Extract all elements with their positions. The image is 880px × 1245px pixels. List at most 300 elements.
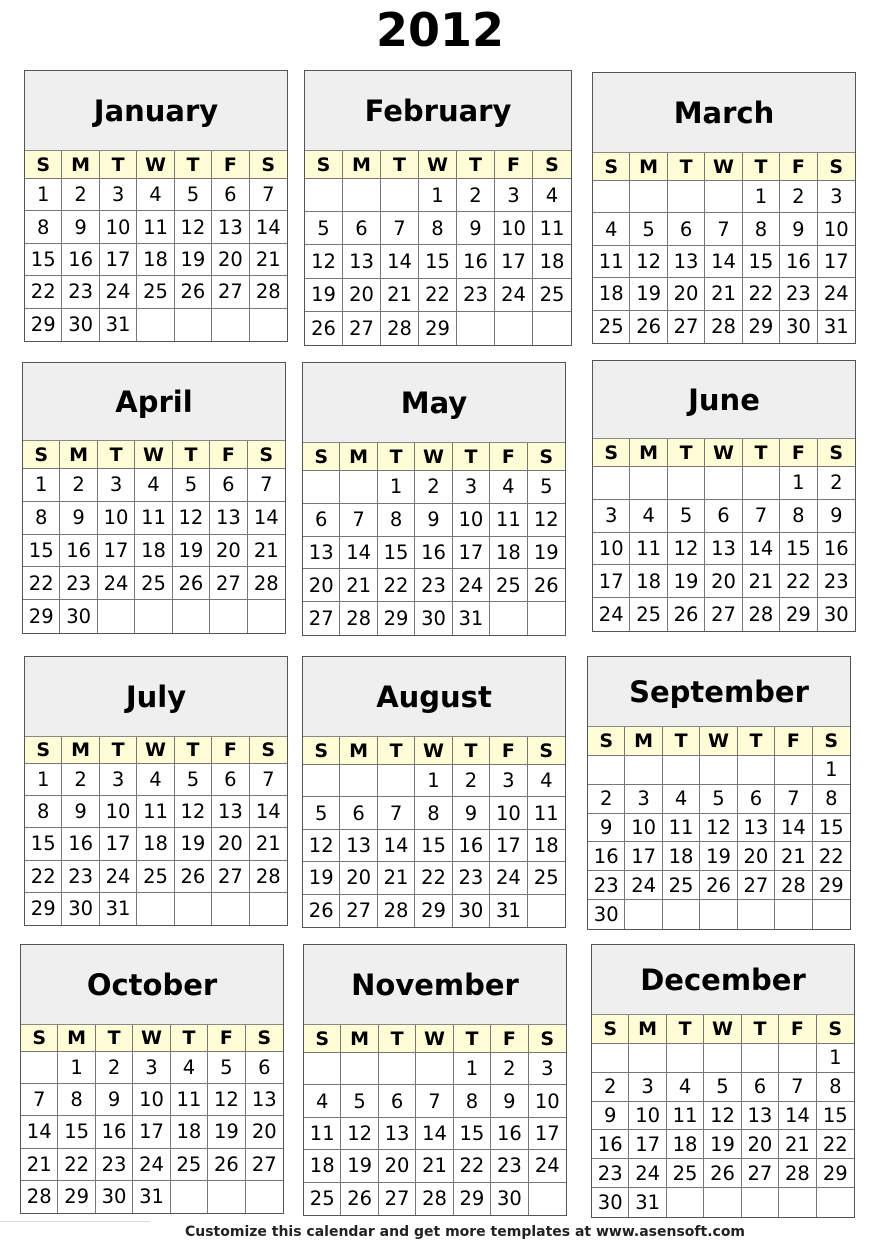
day-cell: 30 [491,1183,528,1215]
day-cell: 16 [453,830,490,862]
weekday-header: W [133,1025,170,1052]
day-cell: 5 [700,785,737,814]
day-cell: 13 [212,796,249,828]
empty-day-cell [588,756,625,785]
day-cell: 30 [96,1181,133,1213]
day-cell: 26 [704,1159,741,1188]
weekday-header: S [304,1025,341,1053]
day-cell: 5 [208,1052,245,1084]
day-cell: 25 [171,1149,208,1181]
day-cell: 13 [210,502,247,535]
weekday-header: S [303,737,340,765]
day-cell: 13 [343,245,381,278]
day-cell: 11 [593,246,630,278]
day-cell: 1 [743,181,780,213]
day-cell: 17 [593,565,630,598]
day-cell: 28 [381,312,419,345]
day-cell: 16 [415,537,452,570]
month-july [24,656,288,926]
day-cell: 18 [630,565,667,598]
day-cell: 2 [592,1073,629,1102]
day-cell: 7 [21,1084,58,1116]
day-cell: 25 [137,276,174,308]
weekday-header: S [818,153,855,181]
day-cell: 20 [303,569,340,602]
day-cell: 19 [305,279,343,312]
day-cell: 14 [250,796,287,828]
day-cell: 6 [246,1052,283,1084]
day-cell: 29 [415,895,452,927]
empty-day-cell [381,179,419,212]
day-cell: 29 [58,1181,95,1213]
empty-day-cell [135,600,172,633]
day-grid [588,727,850,929]
day-cell: 19 [630,278,667,310]
empty-day-cell [775,756,812,785]
day-cell: 18 [528,830,565,862]
weekday-header: M [630,439,667,467]
day-cell: 30 [62,893,99,925]
day-cell: 20 [668,278,705,310]
day-cell: 12 [175,796,212,828]
day-cell: 23 [588,871,625,900]
weekday-header: S [588,727,625,756]
day-cell: 22 [743,278,780,310]
day-cell: 7 [775,785,812,814]
weekday-header: M [340,737,377,765]
day-cell: 23 [457,279,495,312]
day-cell: 23 [780,278,817,310]
weekday-header: F [490,737,527,765]
day-grid [303,443,565,635]
day-cell: 2 [415,471,452,504]
month-name: May [303,363,565,443]
day-cell: 31 [453,602,490,635]
day-cell: 18 [171,1116,208,1148]
day-cell: 17 [100,828,137,860]
empty-day-cell [704,1188,741,1217]
day-cell: 27 [210,567,247,600]
day-cell: 4 [135,469,172,502]
day-cell: 26 [175,276,212,308]
weekday-header: F [780,439,817,467]
day-cell: 18 [135,535,172,568]
weekday-header: S [25,151,62,179]
day-cell: 6 [379,1085,416,1117]
day-cell: 22 [25,276,62,308]
day-cell: 4 [630,500,667,533]
day-cell: 13 [246,1084,283,1116]
day-cell: 4 [171,1052,208,1084]
weekday-header: M [630,153,667,181]
day-cell: 19 [704,1130,741,1159]
day-cell: 28 [378,895,415,927]
day-cell: 5 [175,179,212,211]
empty-day-cell [663,900,700,929]
day-cell: 2 [96,1052,133,1084]
day-cell: 6 [343,212,381,245]
day-cell: 17 [818,246,855,278]
day-cell: 7 [378,797,415,829]
empty-day-cell [705,467,742,500]
day-cell: 12 [528,504,565,537]
day-cell: 29 [25,893,62,925]
day-cell: 27 [379,1183,416,1215]
day-cell: 12 [668,533,705,566]
day-cell: 12 [175,211,212,243]
day-cell: 18 [137,244,174,276]
day-cell: 10 [629,1102,666,1131]
day-cell: 25 [528,862,565,894]
day-cell: 11 [490,504,527,537]
day-cell: 21 [378,862,415,894]
day-cell: 21 [250,244,287,276]
day-cell: 16 [780,246,817,278]
empty-day-cell [495,312,533,345]
weekday-header: F [779,1015,816,1044]
weekday-header: F [210,441,247,469]
day-cell: 3 [593,500,630,533]
day-cell: 21 [250,828,287,860]
day-cell: 6 [303,504,340,537]
day-cell: 23 [96,1149,133,1181]
day-cell: 4 [490,471,527,504]
day-cell: 24 [625,871,662,900]
empty-day-cell [593,467,630,500]
day-cell: 21 [743,565,780,598]
month-august [302,656,566,928]
empty-day-cell [250,893,287,925]
day-cell: 6 [742,1073,779,1102]
day-cell: 3 [100,764,137,796]
day-cell: 12 [700,814,737,843]
day-cell: 11 [663,814,700,843]
day-cell: 7 [743,500,780,533]
empty-day-cell [416,1053,453,1085]
day-cell: 25 [663,871,700,900]
empty-day-cell [779,1188,816,1217]
day-cell: 11 [304,1118,341,1150]
day-cell: 31 [133,1181,170,1213]
day-cell: 9 [457,212,495,245]
day-cell: 17 [625,842,662,871]
day-cell: 19 [175,828,212,860]
day-grid [21,1025,283,1213]
day-cell: 20 [742,1130,779,1159]
weekday-header: T [742,1015,779,1044]
day-cell: 3 [100,179,137,211]
day-cell: 8 [817,1073,854,1102]
day-cell: 8 [378,504,415,537]
weekday-header: W [137,151,174,179]
day-cell: 11 [667,1102,704,1131]
weekday-header: M [629,1015,666,1044]
weekday-header: M [341,1025,378,1053]
month-name: March [593,73,855,153]
weekday-header: M [62,737,99,764]
month-name: April [23,363,285,441]
empty-day-cell [212,309,249,341]
day-cell: 18 [663,842,700,871]
weekday-header: S [25,737,62,764]
day-cell: 20 [379,1150,416,1182]
day-cell: 29 [813,871,850,900]
day-cell: 29 [23,600,60,633]
day-cell: 17 [133,1116,170,1148]
day-cell: 18 [593,278,630,310]
day-cell: 9 [491,1085,528,1117]
day-cell: 23 [592,1159,629,1188]
day-cell: 10 [98,502,135,535]
weekday-header: W [415,737,452,765]
weekday-header: T [453,443,490,471]
weekday-header: F [490,443,527,471]
day-cell: 10 [490,797,527,829]
empty-day-cell [303,765,340,797]
day-cell: 25 [135,567,172,600]
day-cell: 5 [528,471,565,504]
day-cell: 12 [630,246,667,278]
day-cell: 14 [250,211,287,243]
day-cell: 12 [208,1084,245,1116]
weekday-header: S [817,1015,854,1044]
empty-day-cell [533,312,571,345]
day-cell: 15 [23,535,60,568]
day-cell: 16 [588,842,625,871]
day-cell: 8 [454,1085,491,1117]
day-cell: 23 [62,861,99,893]
weekday-header: T [378,737,415,765]
day-cell: 6 [210,469,247,502]
day-cell: 23 [415,569,452,602]
weekday-header: S [818,439,855,467]
day-cell: 10 [100,796,137,828]
day-cell: 31 [100,893,137,925]
day-cell: 27 [705,598,742,631]
day-cell: 10 [593,533,630,566]
day-cell: 26 [700,871,737,900]
empty-day-cell [173,600,210,633]
empty-day-cell [21,1052,58,1084]
weekday-header: T [378,443,415,471]
day-cell: 1 [454,1053,491,1085]
month-name: January [25,71,287,151]
day-cell: 3 [529,1053,566,1085]
day-cell: 2 [453,765,490,797]
day-cell: 25 [533,279,571,312]
day-cell: 10 [625,814,662,843]
day-cell: 6 [668,213,705,245]
day-cell: 7 [381,212,419,245]
day-cell: 24 [529,1150,566,1182]
day-cell: 24 [490,862,527,894]
day-cell: 16 [457,245,495,278]
day-cell: 21 [705,278,742,310]
day-cell: 6 [705,500,742,533]
day-cell: 2 [491,1053,528,1085]
day-cell: 25 [630,598,667,631]
day-cell: 21 [340,569,377,602]
day-cell: 20 [343,279,381,312]
day-cell: 19 [175,244,212,276]
empty-day-cell [738,756,775,785]
day-cell: 29 [419,312,457,345]
month-name: September [588,657,850,727]
day-cell: 19 [700,842,737,871]
day-cell: 31 [100,309,137,341]
empty-day-cell [340,471,377,504]
day-cell: 4 [593,213,630,245]
day-cell: 14 [416,1118,453,1150]
day-cell: 18 [490,537,527,570]
day-cell: 16 [491,1118,528,1150]
weekday-header: W [416,1025,453,1053]
day-cell: 13 [212,211,249,243]
weekday-header: T [171,1025,208,1052]
day-cell: 13 [705,533,742,566]
empty-day-cell [813,900,850,929]
day-cell: 17 [495,245,533,278]
empty-day-cell [629,1044,666,1073]
day-cell: 1 [419,179,457,212]
day-cell: 13 [738,814,775,843]
empty-day-cell [700,900,737,929]
calendar-year-title: 2012 [375,3,505,57]
day-cell: 28 [248,567,285,600]
day-cell: 12 [341,1118,378,1150]
day-cell: 9 [588,814,625,843]
day-cell: 19 [208,1116,245,1148]
day-cell: 11 [171,1084,208,1116]
day-cell: 8 [58,1084,95,1116]
day-cell: 20 [246,1116,283,1148]
day-cell: 1 [58,1052,95,1084]
weekday-header: S [592,1015,629,1044]
day-cell: 9 [60,502,97,535]
empty-day-cell [738,900,775,929]
day-cell: 17 [490,830,527,862]
day-cell: 8 [813,785,850,814]
day-cell: 9 [780,213,817,245]
day-cell: 19 [341,1150,378,1182]
empty-day-cell [210,600,247,633]
day-cell: 1 [817,1044,854,1073]
day-cell: 3 [98,469,135,502]
day-cell: 23 [818,565,855,598]
day-cell: 21 [775,842,812,871]
day-cell: 5 [341,1085,378,1117]
day-cell: 26 [208,1149,245,1181]
day-grid [25,737,287,925]
day-cell: 25 [137,861,174,893]
weekday-header: T [743,153,780,181]
weekday-header: S [250,737,287,764]
day-cell: 8 [780,500,817,533]
day-cell: 3 [625,785,662,814]
weekday-header: W [137,737,174,764]
day-cell: 16 [592,1130,629,1159]
day-cell: 27 [343,312,381,345]
day-cell: 24 [100,861,137,893]
day-cell: 17 [453,537,490,570]
day-cell: 17 [100,244,137,276]
weekday-header: W [704,1015,741,1044]
day-cell: 3 [818,181,855,213]
day-cell: 4 [137,764,174,796]
day-cell: 29 [780,598,817,631]
day-cell: 8 [25,211,62,243]
day-cell: 25 [490,569,527,602]
day-cell: 15 [25,244,62,276]
day-cell: 4 [137,179,174,211]
weekday-header: F [495,151,533,179]
day-cell: 9 [96,1084,133,1116]
day-cell: 10 [100,211,137,243]
day-cell: 24 [453,569,490,602]
day-cell: 5 [668,500,705,533]
weekday-header: W [700,727,737,756]
weekday-header: T [100,151,137,179]
day-cell: 15 [419,245,457,278]
weekday-header: T [738,727,775,756]
day-cell: 2 [457,179,495,212]
day-cell: 11 [137,211,174,243]
day-cell: 10 [133,1084,170,1116]
day-cell: 28 [705,311,742,343]
day-cell: 18 [533,245,571,278]
day-cell: 27 [668,311,705,343]
weekday-header: F [491,1025,528,1053]
day-cell: 17 [98,535,135,568]
day-cell: 7 [340,504,377,537]
day-cell: 11 [135,502,172,535]
month-name: June [593,361,855,439]
weekday-header: T [379,1025,416,1053]
day-cell: 21 [21,1149,58,1181]
day-cell: 14 [743,533,780,566]
day-cell: 20 [210,535,247,568]
month-march [592,72,856,344]
day-cell: 22 [817,1130,854,1159]
day-cell: 26 [173,567,210,600]
day-cell: 14 [381,245,419,278]
day-cell: 7 [779,1073,816,1102]
day-cell: 7 [250,179,287,211]
day-cell: 16 [96,1116,133,1148]
weekday-header: S [21,1025,58,1052]
day-cell: 27 [340,895,377,927]
day-cell: 9 [62,211,99,243]
day-cell: 31 [823,315,849,339]
day-cell: 15 [58,1116,95,1148]
month-january [24,70,288,342]
weekday-header: S [528,443,565,471]
day-cell: 16 [60,535,97,568]
day-cell: 21 [416,1150,453,1182]
weekday-header: T [743,439,780,467]
day-cell: 2 [818,467,855,500]
day-cell: 28 [21,1181,58,1213]
day-cell: 5 [175,764,212,796]
day-cell: 22 [25,861,62,893]
empty-day-cell [378,765,415,797]
day-cell: 22 [23,567,60,600]
day-cell: 25 [593,311,630,343]
day-cell: 28 [250,861,287,893]
day-cell: 30 [453,895,490,927]
day-cell: 22 [419,279,457,312]
day-cell: 18 [667,1130,704,1159]
